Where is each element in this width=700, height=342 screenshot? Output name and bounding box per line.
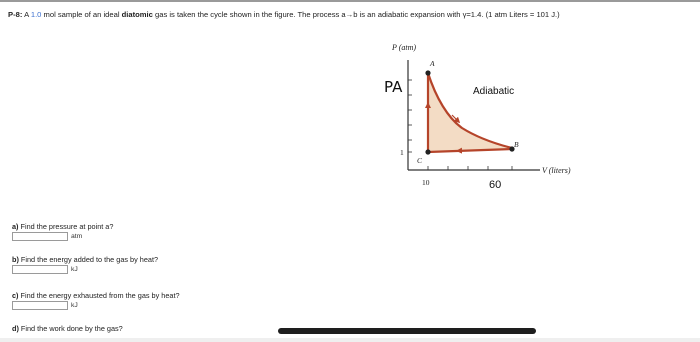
- problem-text-1: A: [24, 10, 29, 19]
- question-b-text: Find the energy added to the gas by heat?: [20, 255, 159, 264]
- question-d-text: Find the work done by the gas?: [20, 324, 123, 333]
- answer-a-input[interactable]: [12, 232, 68, 241]
- y-tick-label-1: 1: [400, 148, 404, 157]
- point-b-label: B: [514, 140, 519, 149]
- handwritten-60: 60: [489, 179, 502, 191]
- top-divider: [0, 0, 700, 2]
- question-a-text: Find the pressure at point a?: [20, 222, 114, 231]
- problem-id: P-8:: [8, 10, 23, 19]
- handwritten-pa: PA: [384, 78, 403, 96]
- answer-b-input[interactable]: [12, 265, 68, 274]
- point-c-marker: [425, 149, 430, 154]
- cycle-fill: [428, 73, 515, 152]
- problem-text-3: gas is taken the cycle shown in the figure. The process a→b is an adiabatic expansion with γ=1.4. (1 atm Liters = 101 J.): [155, 10, 560, 19]
- point-a-marker: [425, 70, 430, 75]
- adiabatic-label: Adiabatic: [473, 86, 515, 97]
- answer-a-row: [12, 232, 82, 241]
- answer-a-unit: atm: [71, 233, 83, 240]
- question-b: [12, 255, 158, 264]
- question-d: [12, 324, 123, 333]
- answer-b-unit: kJ: [71, 266, 78, 273]
- question-c: [12, 291, 180, 300]
- question-c-text: Find the energy exhausted from the gas by heat?: [20, 291, 180, 300]
- problem-text-2: mol sample of an ideal: [43, 10, 120, 19]
- answer-c-unit: kJ: [71, 302, 78, 309]
- y-axis-label: P (atm): [392, 43, 417, 52]
- question-c-letter: c): [12, 291, 19, 300]
- question-d-letter: d): [12, 324, 19, 333]
- x-tick-label-10: 10: [422, 178, 430, 187]
- answer-b-row: [12, 265, 78, 274]
- answer-c-row: [12, 301, 78, 310]
- question-b-letter: b): [12, 255, 19, 264]
- gas-type: diatomic: [121, 10, 153, 19]
- horizontal-scrollbar[interactable]: [278, 328, 536, 334]
- x-axis-label: V (liters): [542, 166, 571, 175]
- answer-c-input[interactable]: [12, 301, 68, 310]
- problem-statement: [8, 10, 698, 19]
- question-a: [12, 222, 113, 231]
- point-c-label: C: [417, 156, 423, 165]
- bottom-edge: [0, 338, 700, 342]
- mole-amount: 1.0: [30, 10, 42, 19]
- point-a-label: A: [430, 59, 435, 68]
- question-a-letter: a): [12, 222, 19, 231]
